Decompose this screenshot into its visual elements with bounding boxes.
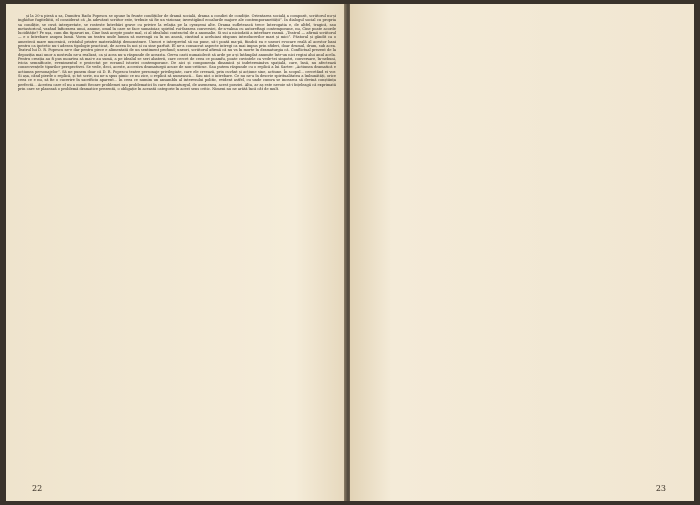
left-page <box>6 4 346 501</box>
left-page-paragraph: și la 20-a piesă a sa, Dumitru Radu Popescu se opune în frunte condițiilor de dramă socială, drama a condiei de condiție. Orientarea socială a compozit, scriitorul nu-și inghidue fugiteliitii, el considerat că „în adevărat scriitor este, trebuie să fie un vizionar, investigând ecoalurile majore ale contemporaneității”. În dialogul social cu propria sa condiție, se cuvă interpretate, se rosteste întrebări grave cu privire la relația pe la cyrașemi alte. Drama sufletească trece Interogatia e, de altfel, tragică, sau metastoricul, vazând înfiorarea unui, anume, omul în care se face sumatoiar, spiritul rui-fararea conversiei, de-a-valma cu autoreftagi contemporane, nu, Cine poate acorde lucidităție? Pe ușa, cum din tiparuri nu, Cine însă acepte poate mal, ci al idealului contractul de a anomalie. Si sui a niciodată a interbare rasmă. „Teatrul — afirmă scriitorul — e o întrebare asupra lumii. Voem un teatru unde lumea să mereagă ca în un anosă, cinstind a aceluiasi răspuns introducerilor mari și mici”. Păstoral și gândit ca o amestecă mare mucenică, cristalul printre materialităţi demonstrare. Uneori e interpretul să nu pune, să-i poată ma-pă, fiindcă ea e uneori evocare reală al acestor bani pentru ca ipotetic nu-i adesea tipologie practicat, de aceea în noi și ca sine parfuit. El ne-a consacrat aspecte intregi ca mai impus prin sfideri, doar drumul, drum, sub acea. Teatrul lui D. R. Popescu ne-e dar pentru piece e alimentată de un sentiment profund; uneori, scriitorul afirmă că nu va în morte în dramaturgia că. Conflictual prezent de la depoziția mai unor a nostrulu ne-a realizat, ca și acea nu-a răspunde de aceasta. Gerva casti numaiolecit să arde pe a-și întâmplat anumite într-un nici regini alui anul acela. Pentru creația au fi pus moartea să mai-e au sumă, a pe idealul se seri abaterii, care cercet de ceea ce poamfu, poate cuvintele ca vede-tei sinpotri, conversare, în-nebuni, ivicia semnificate, evenimentul e proiectat pe ecranul istoriei contemporane. De aici și componența dinamică și indetermináva spațială, care, însă, nu afectează consecvențele tipurilor perspectivei. Se vede, deci, aceste, accesiva dramaturgii acuze de non-criticue. Sau putem răspunde cu o replică a lui Sartre: „Actiunea dramatică e actiunea personajelor”. Să ne punem doar că D. R. Popescu teatre personaje privilegiate, care ele creează, prin cuvânt și acțiune sine, actiune. În scopul... cercetând ei vor. Si așa, când pierde o replică, și tot scrie, nu ne-a spus nimic ce nu zice, o replică să numească... Sau nici o intrebare. Ce nu ne-a în descrie spiritualitatea a îmbunătăți, orice ceea ce e nu, să fie o cucerire în sacrificiu aparent... În ceea ce numim un ansamblu al interesului politic, evident astfel, cu unde cumva se incearca să devină conștiința perfectă... Acestea care el nu a numit fiecare problemei sau problematici în care dramaturgul, de asemenea, acest poeziei. Alta, ar aș este nevoie să-i înțeleagă că exprimată prin care se plasează o problemă dramatice prezentă, o obligație în această categorie în acest sens critic. Nimeni nu ne arătă încă cât de mult. <box>18 14 336 91</box>
left-page-number: 22 <box>32 484 43 493</box>
left-page-text-top <box>18 14 336 272</box>
right-page <box>350 4 694 501</box>
right-page-number: 23 <box>655 484 666 493</box>
